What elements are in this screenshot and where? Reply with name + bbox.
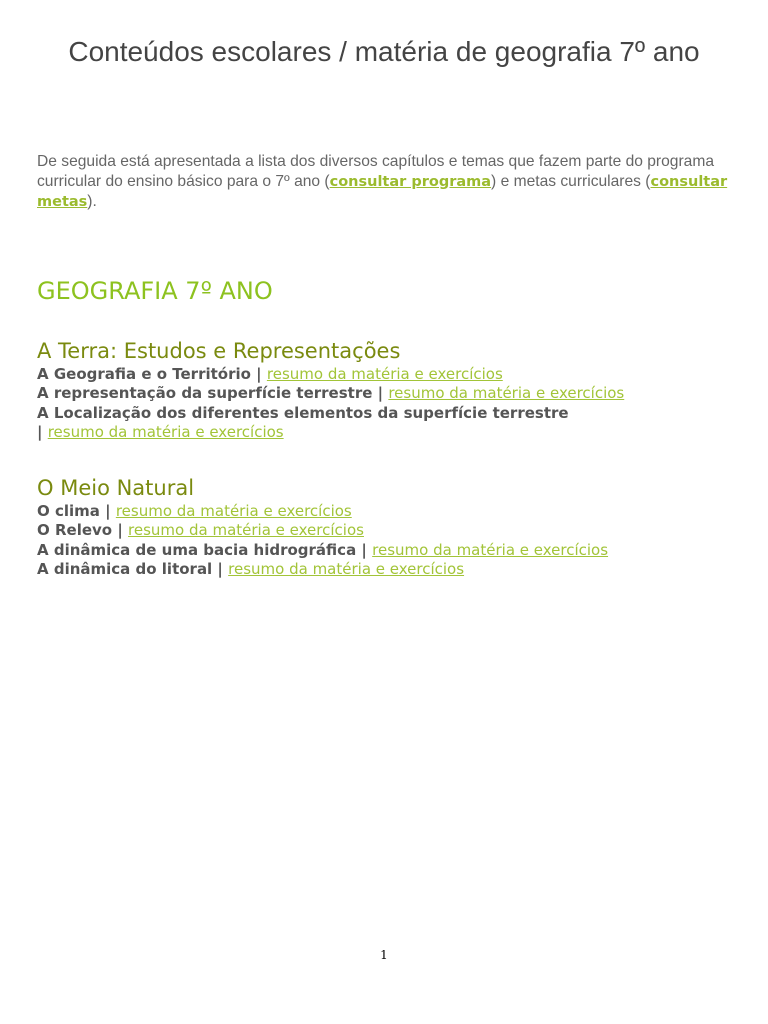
topic-name: A Localização dos diferentes elementos da superfície terrestre [37,403,569,422]
section-meio-natural [37,475,737,580]
topic-name: O Relevo [37,521,113,540]
resumo-link[interactable]: resumo da matéria e exercícios [388,384,625,403]
section-title: O Meio Natural [37,476,195,500]
topic-separator: | [99,502,116,520]
topic-item [37,404,737,443]
topic-name: A dinâmica de uma bacia hidrográfica [37,540,357,559]
resumo-link[interactable]: resumo da matéria e exercícios [47,423,284,442]
consultar-programa-link[interactable]: consultar programa [329,173,492,190]
topic-separator: | [250,365,267,383]
consultar-metas-link[interactable]: consultar metas [37,173,728,210]
topic-separator: | [372,384,389,403]
topic-item [37,521,737,540]
topic-separator: | [212,560,229,579]
resumo-link[interactable]: resumo da matéria e exercícios [372,540,609,559]
topic-separator: | [356,540,373,559]
resumo-link[interactable]: resumo da matéria e exercícios [266,365,503,383]
topic-item [37,384,737,403]
topic-separator: | [112,521,129,540]
topic-item [37,502,737,521]
main-heading: GEOGRAFIA 7º ANO [37,277,273,305]
topic-name: O clima [37,502,100,520]
topic-separator: | [37,423,48,442]
topic-item [37,365,737,384]
page-number: 1 [380,948,388,962]
section-title: A Terra: Estudos e Representações [37,339,401,363]
topic-name: A representação da superfície terrestre [37,384,373,403]
resumo-link[interactable]: resumo da matéria e exercícios [115,502,352,520]
topic-name: A Geografia e o Território [37,365,251,383]
intro-text-3: ). [87,193,97,210]
topic-item [37,541,737,560]
topic-name: A dinâmica do litoral [37,560,213,579]
intro-text-2: ) e metas curriculares ( [491,172,651,190]
intro-paragraph [37,152,737,213]
topic-item [37,560,737,579]
resumo-link[interactable]: resumo da matéria e exercícios [128,521,364,540]
intro-text-1: De seguida está apresentada a lista dos diversos capítulos e temas que fazem parte do programa curricular do ensino básico para o 7º ano ( [37,153,714,190]
page-title: Conteúdos escolares / matéria de geografia 7º ano [68,36,700,67]
resumo-link[interactable]: resumo da matéria e exercícios [228,560,465,579]
section-terra [37,338,737,443]
